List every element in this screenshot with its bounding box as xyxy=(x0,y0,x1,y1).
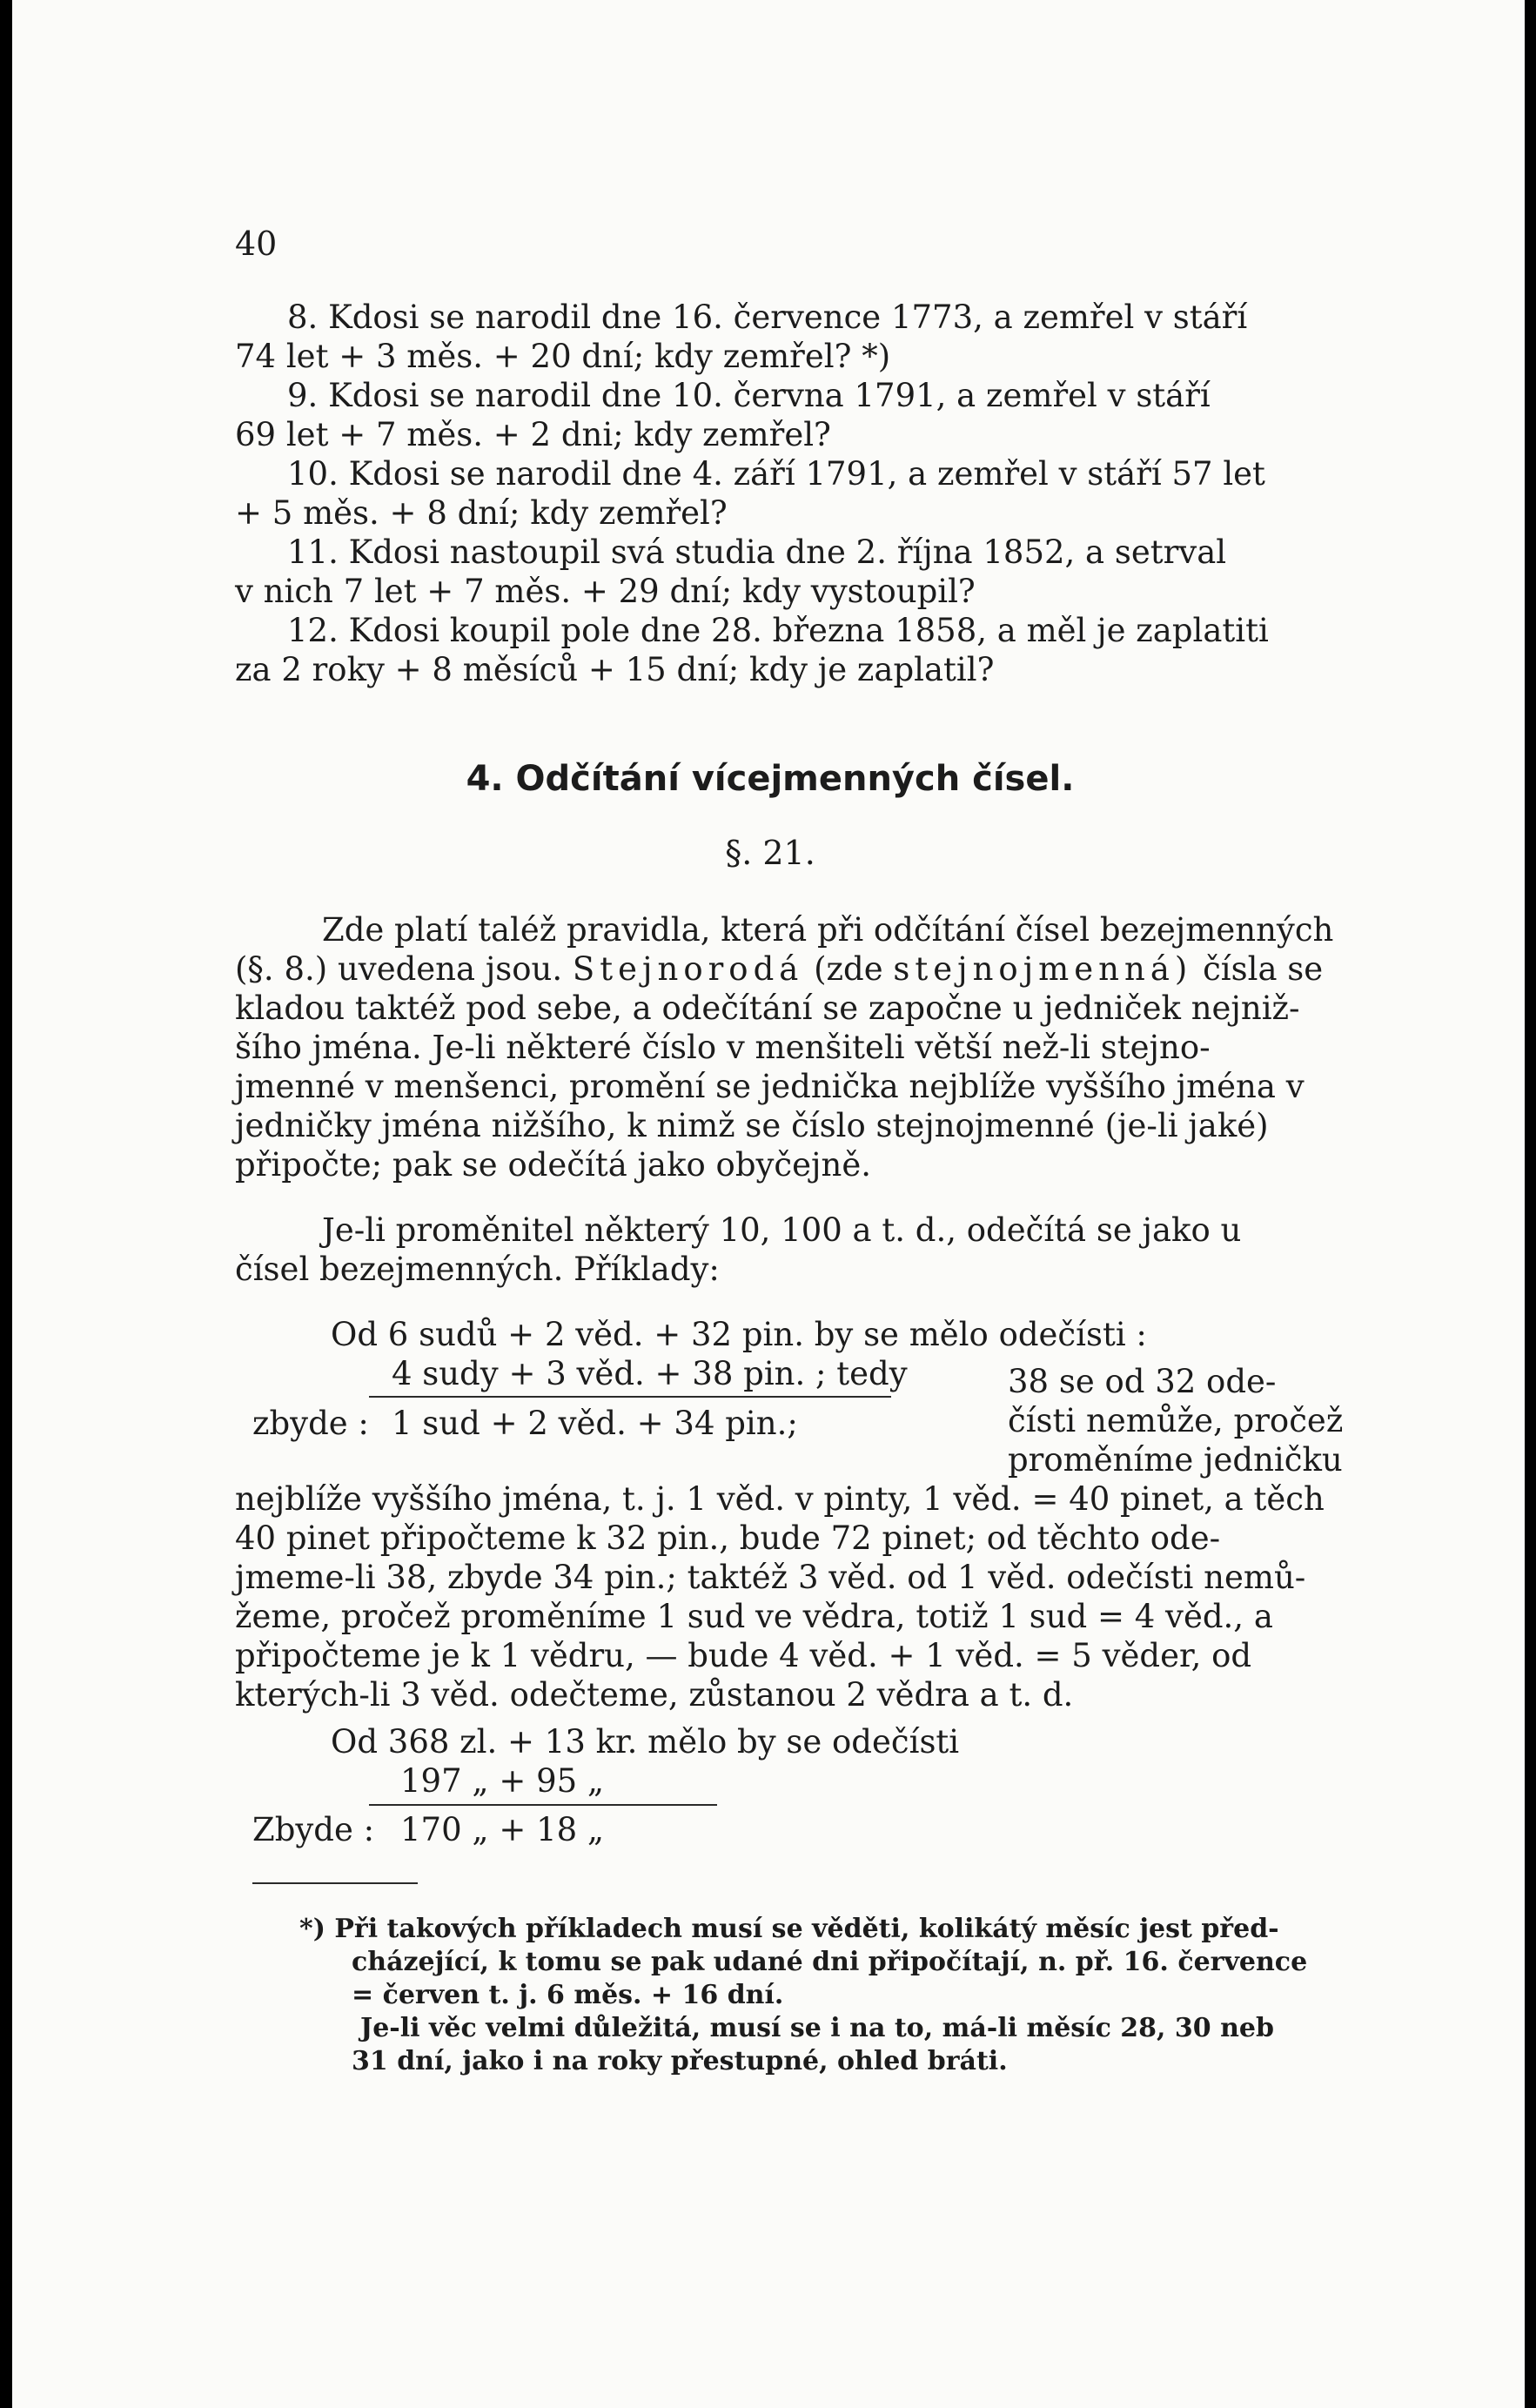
paragraph1-ref: (§. 8.) uvedena jsou. xyxy=(235,950,563,988)
paragraph3-line-5: připočteme je k 1 vědru, — bude 4 věd. + 1 věd. = 5 věder, od xyxy=(235,1637,1252,1674)
exercise-8-line-2: 74 let + 3 měs. + 20 dní; kdy zemřel? *) xyxy=(235,338,891,375)
example2-row-2: 197 „ + 95 „ xyxy=(400,1762,605,1800)
paragraph3-line-4: žeme, pročež proměníme 1 sud ve vědra, totiž 1 sud = 4 věd., a xyxy=(235,1598,1273,1635)
example1-note-line-3: proměníme jedničku xyxy=(1008,1441,1343,1479)
paragraph1-line-6: jedničky jména nižšího, k nimž se číslo stejnojmenné (je-li jaké) xyxy=(235,1107,1269,1144)
example2-row-1: Od 368 zl. + 13 kr. mělo by se odečísti xyxy=(331,1723,960,1761)
paragraph1-line-7: připočte; pak se odečítá jako obyčejně. xyxy=(235,1146,871,1184)
footnote-line-1: *) Při takových příkladech musí se věděti, kolikátý měsíc jest před- xyxy=(299,1914,1279,1944)
example1-result-label: zbyde : xyxy=(252,1405,369,1442)
paragraph1-tail: čísla se xyxy=(1203,950,1324,988)
paragraph3-line-6: kterých-li 3 věd. odečteme, zůstanou 2 vědra a t. d. xyxy=(235,1676,1074,1714)
example1-note-line-2: čísti nemůže, pročež xyxy=(1008,1402,1344,1439)
example1-row-1: Od 6 sudů + 2 věd. + 32 pin. by se mělo odečísti : xyxy=(331,1316,1147,1353)
example1-underline xyxy=(369,1396,891,1398)
paragraph3-line-2: 40 pinet připočteme k 32 pin., bude 72 pinet; od těchto ode- xyxy=(235,1519,1221,1557)
example2-result: 170 „ + 18 „ xyxy=(400,1811,605,1848)
paragraph1-line-2 xyxy=(235,950,1324,989)
paragraph3-line-3: jmeme-li 38, zbyde 34 pin.; taktéž 3 věd. od 1 věd. odečísti nemů- xyxy=(235,1559,1306,1596)
exercise-9-line-1: 9. Kdosi se narodil dne 10. června 1791, a zemřel v stáří xyxy=(287,377,1211,414)
footnote-line-4: Je-li věc velmi důležitá, musí se i na to, má-li měsíc 28, 30 neb xyxy=(360,2013,1274,2043)
paragraph-mark: §. 21. xyxy=(725,834,815,872)
footnote-line-2: cházející, k tomu se pak udané dni připočítají, n. př. 16. července xyxy=(352,1947,1308,1977)
scanned-page xyxy=(12,0,1525,2408)
paragraph2-line-1: Je-li proměnitel některý 10, 100 a t. d., odečítá se jako u xyxy=(322,1211,1242,1249)
exercise-11-line-1: 11. Kdosi nastoupil svá studia dne 2. října 1852, a setrval xyxy=(287,533,1227,571)
exercise-9-line-2: 69 let + 7 měs. + 2 dni; kdy zemřel? xyxy=(235,416,831,453)
paragraph1-line-4: šího jména. Je-li některé číslo v menšiteli větší než-li stejno- xyxy=(235,1029,1211,1066)
footnote-line-3: = červen t. j. 6 měs. + 16 dní. xyxy=(352,1980,784,2010)
paragraph1-paren-open: (zde xyxy=(814,950,883,988)
section-heading: 4. Odčítání vícejmenných čísel. xyxy=(466,759,1075,799)
footnote-separator xyxy=(252,1882,418,1884)
example1-row-2: 4 sudy + 3 věd. + 38 pin. ; tedy xyxy=(392,1355,908,1392)
paragraph1-line-5: jmenné v menšenci, promění se jednička nejblíže vyššího jména v xyxy=(235,1068,1305,1105)
emphasis-stejnoroda: Stejnorodá xyxy=(572,950,804,988)
page-number: 40 xyxy=(235,225,278,263)
footnote-line-5: 31 dní, jako i na roky přestupné, ohled bráti. xyxy=(352,2046,1008,2076)
example1-note-line-1: 38 se od 32 ode- xyxy=(1008,1363,1277,1400)
example2-underline xyxy=(369,1804,717,1806)
paragraph2-line-2: čísel bezejmenných. Příklady: xyxy=(235,1251,720,1288)
paragraph1-line-3: kladou taktéž pod sebe, a odečítání se započne u jedniček nejniž- xyxy=(235,989,1300,1027)
exercise-8-line-1: 8. Kdosi se narodil dne 16. července 1773, a zemřel v stáří xyxy=(287,298,1248,336)
exercise-12-line-2: za 2 roky + 8 měsíců + 15 dní; kdy je zaplatil? xyxy=(235,651,995,688)
example1-result: 1 sud + 2 věd. + 34 pin.; xyxy=(392,1405,798,1442)
example2-result-label: Zbyde : xyxy=(252,1811,375,1848)
emphasis-stejnojmenna: stejnojmenná) xyxy=(893,950,1193,988)
exercise-10-line-2: + 5 měs. + 8 dní; kdy zemřel? xyxy=(235,494,728,532)
paragraph1-line-1: Zde platí taléž pravidla, která při odčítání čísel bezejmenných xyxy=(322,911,1334,949)
exercise-10-line-1: 10. Kdosi se narodil dne 4. září 1791, a zemřel v stáří 57 let xyxy=(287,455,1265,493)
paragraph3-line-1: nejblíže vyššího jména, t. j. 1 věd. v pinty, 1 věd. = 40 pinet, a těch xyxy=(235,1480,1325,1518)
exercise-12-line-1: 12. Kdosi koupil pole dne 28. března 1858, a měl je zaplatiti xyxy=(287,612,1269,649)
exercise-11-line-2: v nich 7 let + 7 měs. + 29 dní; kdy vystoupil? xyxy=(235,573,976,610)
